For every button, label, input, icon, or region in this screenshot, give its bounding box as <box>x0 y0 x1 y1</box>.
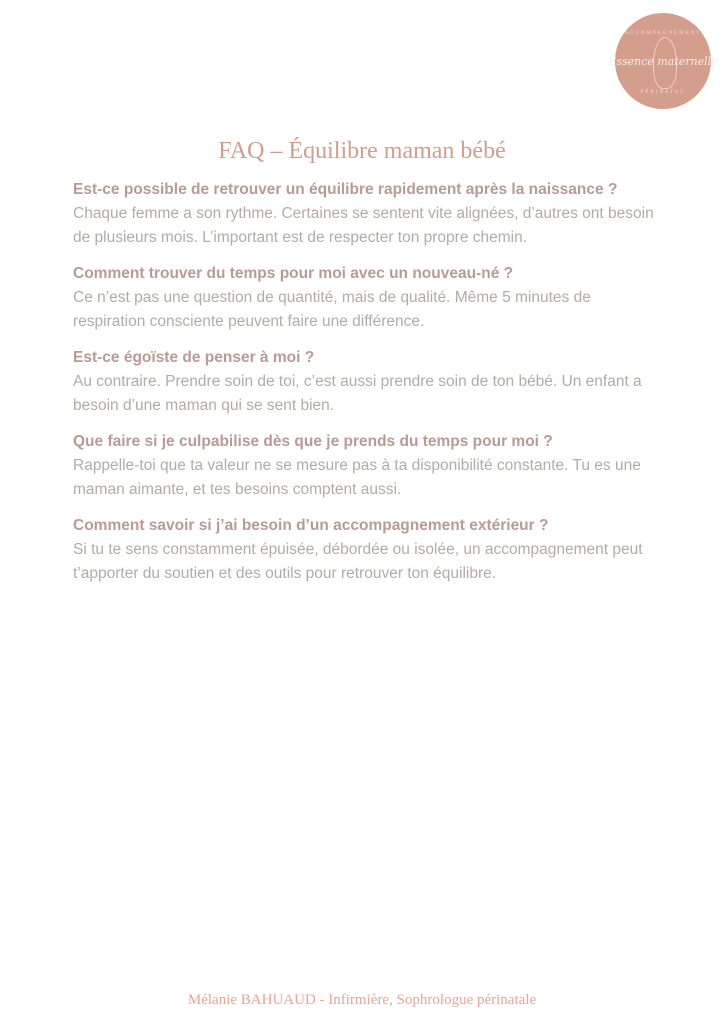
logo-ring-top-text: ACCOMPAGNEMENT <box>624 31 702 36</box>
faq-question: Comment savoir si j’ai besoin d’un accompagnement extérieur ? <box>73 517 549 534</box>
faq-item <box>73 430 663 502</box>
faq-answer: Au contraire. Prendre soin de toi, c’est aussi prendre soin de ton bébé. Un enfant a besoin d’une maman qui se sent bien. <box>73 373 642 414</box>
brand-logo <box>608 13 718 109</box>
faq-item <box>73 262 663 334</box>
page-title: FAQ – Équilibre maman bébé <box>218 138 506 165</box>
logo-ring-bottom-text: PÉRINATAL <box>640 90 686 95</box>
faq-answer: Ce n’est pas une question de quantité, mais de qualité. Même 5 minutes de respiration consciente peuvent faire une différence. <box>73 289 591 330</box>
faq-question: Comment trouver du temps pour moi avec un nouveau-né ? <box>73 265 514 282</box>
faq-item <box>73 346 663 418</box>
faq-answer: Si tu te sens constamment épuisée, débordée ou isolée, un accompagnement peut t’apporter du soutien et des outils pour retrouver ton équilibre. <box>73 541 643 582</box>
faq-item <box>73 178 663 250</box>
faq-list <box>73 178 663 598</box>
faq-question: Est-ce possible de retrouver un équilibre rapidement après la naissance ? <box>73 181 618 198</box>
footer-signature: Mélanie BAHUAUD - Infirmière, Sophrologue périnatale <box>187 992 537 1008</box>
faq-item <box>73 514 663 586</box>
faq-question: Est-ce égoïste de penser à moi ? <box>73 349 315 366</box>
faq-answer: Rappelle-toi que ta valeur ne se mesure pas à ta disponibilité constante. Tu es une maman aimante, et tes besoins comptent aussi. <box>73 457 641 498</box>
logo-name: Essence maternelle <box>608 54 718 68</box>
faq-question: Que faire si je culpabilise dès que je prends du temps pour moi ? <box>73 433 553 450</box>
faq-answer: Chaque femme a son rythme. Certaines se sentent vite alignées, d’autres ont besoin de plusieurs mois. L’important est de respecter ton propre chemin. <box>73 205 654 246</box>
